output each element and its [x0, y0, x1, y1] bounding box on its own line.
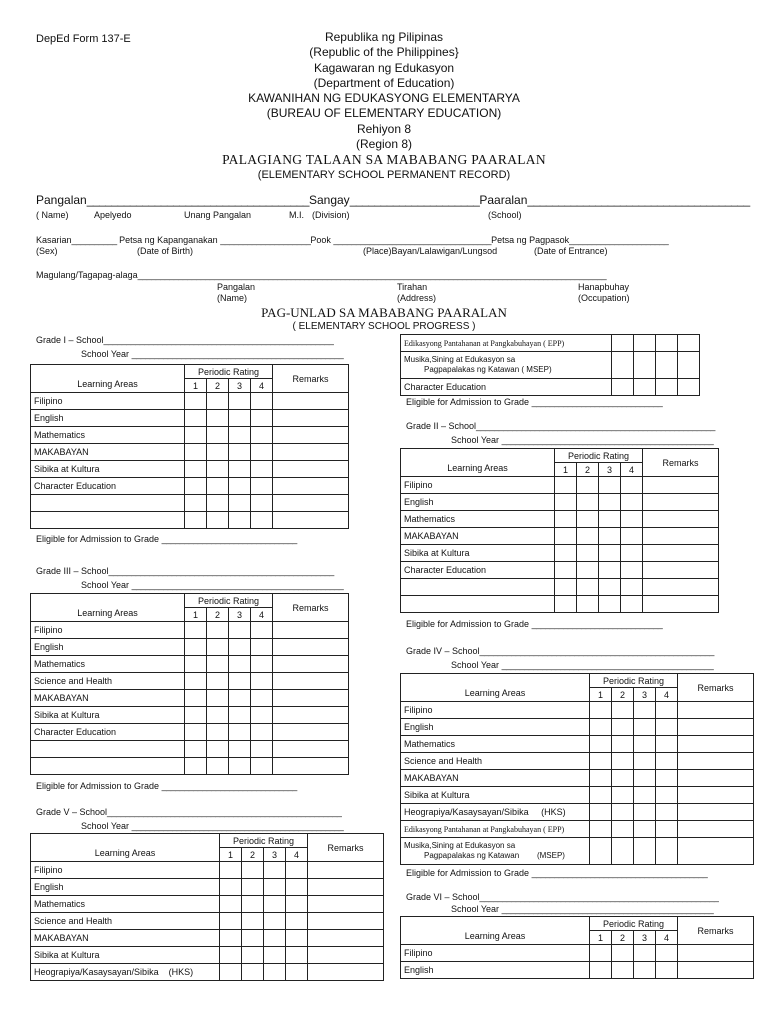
grade4-school-line: Grade IV – School____________________________________________________ [406, 646, 714, 656]
table-row [401, 753, 754, 770]
table-row [401, 596, 719, 613]
learning-areas-header: Learning Areas [31, 834, 220, 862]
table-row [401, 962, 754, 979]
msep-line-1: Musika,Sining at Edukasyon sa [404, 355, 516, 364]
page-subtitle: (ELEMENTARY SCHOOL PERMANENT RECORD) [257, 168, 511, 181]
quarter-2: 2 [207, 608, 229, 622]
school-year-label: School Year [451, 660, 500, 670]
learning-area: Filipino [401, 945, 590, 962]
school-label: (School) [488, 210, 522, 220]
name-en-label: ( Name) [36, 210, 69, 220]
learning-area: Filipino [401, 477, 555, 494]
learning-area: Science and Health [31, 913, 220, 930]
school-year-label: School Year [81, 349, 130, 359]
grade3-eligible-line: Eligible for Admission to Grade ______________________________ [36, 781, 297, 791]
table-row [31, 741, 349, 758]
document-header [0, 30, 768, 183]
quarter-4: 4 [286, 848, 308, 862]
quarter-4: 4 [621, 463, 643, 477]
learning-area [401, 352, 612, 379]
msep-line-1: Musika,Sining at Edukasyon sa [404, 841, 516, 850]
progress-subtitle: ( ELEMENTARY SCHOOL PROGRESS ) [292, 321, 476, 332]
grade2-eligible-line: Eligible for Admission to Grade _____________________________ [406, 619, 663, 629]
learning-area: MAKABAYAN [31, 930, 220, 947]
grade6-table [400, 916, 754, 979]
quarter-4: 4 [251, 379, 273, 393]
g-address-label: (Address) [397, 293, 437, 303]
remarks-header: Remarks [678, 674, 754, 702]
header-line: KAWANIHAN NG EDUKASYONG ELEMENTARYA [248, 91, 520, 106]
learning-area: Filipino [31, 862, 220, 879]
g-pangalan-label: Pangalan [217, 282, 256, 292]
learning-area: Mathematics [401, 511, 555, 528]
quarter-3: 3 [599, 463, 621, 477]
g-hanapbuhay-label: Hanapbuhay [578, 282, 630, 292]
header-line: (BUREAU OF ELEMENTARY EDUCATION) [266, 106, 502, 121]
table-row [31, 410, 349, 427]
grade3-table [30, 593, 349, 775]
grade5-year-line: School Year _______________________________________________ [81, 821, 344, 831]
learning-area: Edikasyong Pantahanan at Pangkabuhayan ( EPP) [401, 821, 590, 838]
header-line: Rehiyon 8 [356, 121, 412, 136]
grade5-school-line: Grade V – School____________________________________________________ [36, 807, 342, 817]
table-row [401, 511, 719, 528]
mi-label: M.I. [289, 210, 304, 220]
table-row [31, 913, 384, 930]
grade2-school-line: Grade II – School_____________________________________________________ [406, 421, 715, 431]
learning-area: Sibika at Kultura [31, 947, 220, 964]
grade1-school-line: Grade I – School___________________________________________________ [36, 335, 334, 345]
quarter-3: 3 [634, 688, 656, 702]
magulang-label: Magulang/Tagapag-alaga [36, 270, 138, 280]
periodic-rating-header: Periodic Rating [555, 449, 643, 463]
table-row [31, 690, 349, 707]
learning-area: MAKABAYAN [401, 770, 590, 787]
grade5-table [30, 833, 384, 981]
learning-area: Mathematics [31, 896, 220, 913]
learning-area: Sibika at Kultura [401, 787, 590, 804]
learning-area: Science and Health [31, 673, 185, 690]
periodic-rating-header: Periodic Rating [185, 594, 273, 608]
msep-line-2: Pagpapalakas ng Katawan ( MSEP) [424, 365, 552, 374]
table-row [401, 352, 700, 379]
table-row [31, 427, 349, 444]
table-row [401, 562, 719, 579]
quarter-1: 1 [590, 688, 612, 702]
progress-title: PAG-UNLAD SA MABABANG PAARALAN [261, 305, 507, 320]
learning-area: MAKABAYAN [31, 690, 185, 707]
name-line: Pangalan____________________________________Sangay_____________________Paaralan____________________________________ [36, 193, 750, 207]
remarks-header: Remarks [273, 365, 349, 393]
table-row [31, 393, 349, 410]
quarter-1: 1 [185, 608, 207, 622]
learning-areas-header: Learning Areas [31, 594, 185, 622]
dob-label: (Date of Birth) [137, 246, 194, 256]
learning-area: MAKABAYAN [31, 444, 185, 461]
learning-area: Character Education [31, 724, 185, 741]
petsa-kapanganakan-label: Petsa ng Kapanganakan [119, 235, 218, 245]
quarter-2: 2 [612, 688, 634, 702]
grade1-eligible-line: Eligible for Admission to Grade _____________________________ [406, 397, 663, 407]
place-label: (Place)Bayan/Lalawigan/Lungsod [363, 246, 498, 256]
learning-area: Heograpiya/Kasaysayan/Sibika (HKS) [401, 804, 590, 821]
table-row [31, 964, 384, 981]
header-line: (Republic of the Philippines} [309, 45, 459, 60]
quarter-2: 2 [577, 463, 599, 477]
table-row [31, 656, 349, 673]
table-row [31, 947, 384, 964]
grade2-year-line: School Year _______________________________________________ [451, 435, 714, 445]
learning-areas-header: Learning Areas [401, 449, 555, 477]
table-row [401, 528, 719, 545]
learning-area: English [401, 962, 590, 979]
petsa-pagpasok-label: Petsa ng Pagpasok [491, 235, 570, 245]
learning-area: Mathematics [31, 656, 185, 673]
table-row [401, 838, 754, 865]
learning-area: Sibika at Kultura [31, 461, 185, 478]
header-line: (Department of Education) [313, 75, 455, 90]
quarter-2: 2 [207, 379, 229, 393]
school-year-label: School Year [451, 904, 500, 914]
learning-area: Character Education [401, 562, 555, 579]
periodic-rating-header: Periodic Rating [185, 365, 273, 379]
learning-area: Filipino [31, 393, 185, 410]
table-row [31, 758, 349, 775]
periodic-rating-header: Periodic Rating [590, 674, 678, 688]
sex-label: (Sex) [36, 246, 58, 256]
quarter-3: 3 [634, 931, 656, 945]
table-row [31, 444, 349, 461]
remarks-header: Remarks [643, 449, 719, 477]
table-row [401, 821, 754, 838]
learning-area: English [31, 879, 220, 896]
quarter-3: 3 [229, 379, 251, 393]
learning-areas-header: Learning Areas [401, 674, 590, 702]
g-name-label: (Name) [217, 293, 248, 303]
table-row [401, 379, 700, 396]
division-label: (Division) [312, 210, 350, 220]
grade6-year-line: School Year _______________________________________________ [451, 904, 714, 914]
table-row [31, 512, 349, 529]
page-title: PALAGIANG TALAAN SA MABABANG PAARALAN [222, 152, 546, 168]
grade3-school-label: Grade III – School [36, 566, 109, 576]
quarter-4: 4 [656, 688, 678, 702]
entrance-label: (Date of Entrance) [534, 246, 608, 256]
eligible-label: Eligible for Admission to Grade [406, 868, 530, 878]
table-row [401, 335, 700, 352]
learning-area: Character Education [31, 478, 185, 495]
pangalan-label: Pangalan [36, 193, 87, 207]
table-row [401, 494, 719, 511]
learning-areas-header: Learning Areas [31, 365, 185, 393]
learning-area [401, 838, 590, 865]
header-line: Republika ng Pilipinas [324, 30, 444, 44]
learning-area: Mathematics [31, 427, 185, 444]
table-row [31, 622, 349, 639]
learning-area: Mathematics [401, 736, 590, 753]
table-row [31, 673, 349, 690]
grade1-year-line: School Year _______________________________________________ [81, 349, 344, 359]
quarter-1: 1 [185, 379, 207, 393]
quarter-2: 2 [242, 848, 264, 862]
quarter-1: 1 [590, 931, 612, 945]
school-year-label: School Year [451, 435, 500, 445]
learning-areas-header: Learning Areas [401, 917, 590, 945]
grade4-year-line: School Year _______________________________________________ [451, 660, 714, 670]
learning-area: English [31, 639, 185, 656]
learning-area: English [401, 719, 590, 736]
learning-area: English [401, 494, 555, 511]
table-row [31, 896, 384, 913]
grade5-school-label: Grade V – School [36, 807, 108, 817]
periodic-rating-header: Periodic Rating [220, 834, 308, 848]
grade1-table [30, 364, 349, 529]
table-row [401, 719, 754, 736]
learning-area: English [31, 410, 185, 427]
learning-area: Science and Health [401, 753, 590, 770]
table-row [31, 862, 384, 879]
remarks-header: Remarks [308, 834, 384, 862]
eligible-label: Eligible for Admission to Grade [36, 781, 160, 791]
periodic-rating-header: Periodic Rating [590, 917, 678, 931]
grade2-school-label: Grade II – School [406, 421, 477, 431]
grade1-eligible-line: Eligible for Admission to Grade ______________________________ [36, 534, 297, 544]
msep-line-2: Pagpapalakas ng Katawan (MSEP) [424, 851, 565, 860]
learning-area: Sibika at Kultura [31, 707, 185, 724]
unang-pangalan-label: Unang Pangalan [184, 210, 252, 220]
learning-area: MAKABAYAN [401, 528, 555, 545]
learning-area: Edikasyong Pantahanan at Pangkabuhayan ( EPP) [401, 335, 612, 352]
table-row [401, 804, 754, 821]
table-row [401, 477, 719, 494]
table-row [31, 707, 349, 724]
grade6-school-label: Grade VI – School [406, 892, 480, 902]
sangay-label: Sangay [308, 193, 350, 207]
grade6-school-line: Grade VI – School_____________________________________________________ [406, 892, 719, 902]
school-year-label: School Year [81, 580, 130, 590]
form-id: DepEd Form 137-E [36, 33, 131, 45]
grade4-school-label: Grade IV – School [406, 646, 480, 656]
guardian-line: Magulang/Tagapag-alaga________________________________________________________________________________________________________ [36, 270, 607, 280]
grade3-school-line: Grade III – School__________________________________________________ [36, 566, 334, 576]
quarter-3: 3 [229, 608, 251, 622]
grade4-table [400, 673, 754, 865]
quarter-4: 4 [656, 931, 678, 945]
learning-area: Filipino [31, 622, 185, 639]
pook-label: Pook [310, 235, 331, 245]
grade2-table [400, 448, 719, 613]
table-row [31, 930, 384, 947]
quarter-2: 2 [612, 931, 634, 945]
table-row [401, 579, 719, 596]
table-row [401, 736, 754, 753]
apelyedo-label: Apelyedo [94, 210, 132, 220]
quarter-4: 4 [251, 608, 273, 622]
kasarian-label: Kasarian [36, 235, 72, 245]
learning-area: Character Education [401, 379, 612, 396]
header-line: (Region 8) [355, 137, 413, 152]
header-line: Kagawaran ng Edukasyon [313, 60, 455, 75]
g-tirahan-label: Tirahan [397, 282, 428, 292]
eligible-label: Eligible for Admission to Grade [406, 619, 530, 629]
birth-line: Kasarian__________ Petsa ng Kapanganakan ____________________Pook ___________________________________Petsa ng Pagpasok______________________ [36, 235, 669, 245]
learning-area: Sibika at Kultura [401, 545, 555, 562]
table-row [31, 639, 349, 656]
grade1-cont-table [400, 334, 700, 396]
table-row [401, 545, 719, 562]
quarter-1: 1 [220, 848, 242, 862]
grade1-school-label: Grade I – School [36, 335, 104, 345]
table-row [31, 879, 384, 896]
remarks-header: Remarks [273, 594, 349, 622]
school-year-label: School Year [81, 821, 130, 831]
quarter-1: 1 [555, 463, 577, 477]
grade4-eligible-line: Eligible for Admission to Grade _______________________________________ [406, 868, 708, 878]
g-occupation-label: (Occupation) [578, 293, 630, 303]
paaralan-label: Paaralan [479, 193, 528, 207]
table-row [31, 478, 349, 495]
remarks-header: Remarks [678, 917, 754, 945]
eligible-label: Eligible for Admission to Grade [36, 534, 160, 544]
table-row [31, 495, 349, 512]
table-row [401, 770, 754, 787]
table-row [401, 945, 754, 962]
learning-area: Filipino [401, 702, 590, 719]
quarter-3: 3 [264, 848, 286, 862]
table-row [31, 724, 349, 741]
table-row [31, 461, 349, 478]
grade3-year-line: School Year _______________________________________________ [81, 580, 344, 590]
table-row [401, 702, 754, 719]
learning-area: Heograpiya/Kasaysayan/Sibika (HKS) [31, 964, 220, 981]
eligible-label: Eligible for Admission to Grade [406, 397, 530, 407]
table-row [401, 787, 754, 804]
